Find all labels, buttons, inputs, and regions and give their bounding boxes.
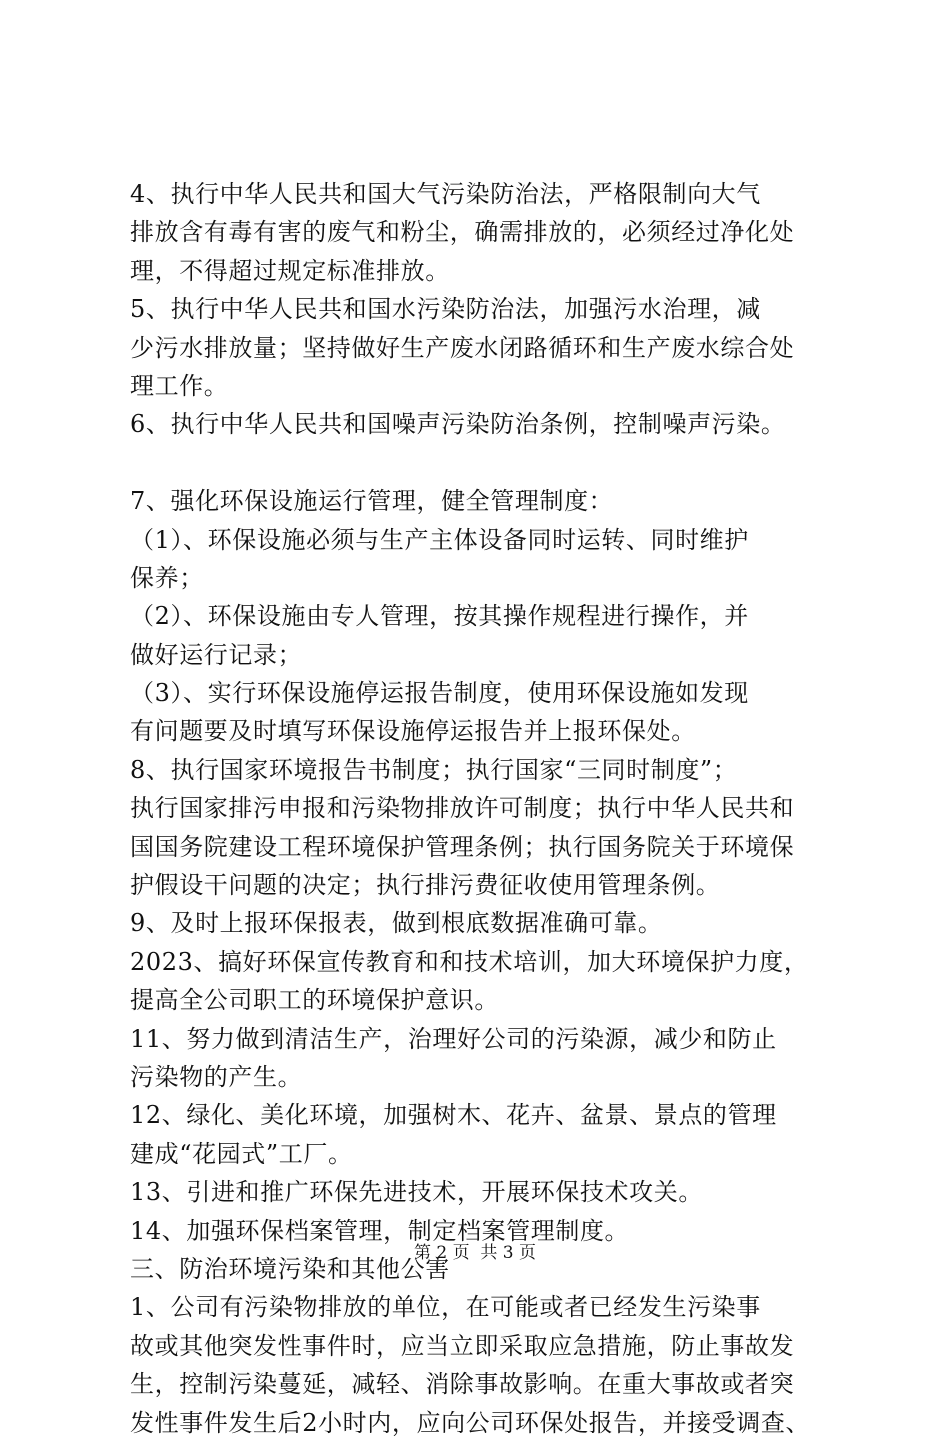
text-line: 8、执行国家环境报告书制度；执行国家“三同时制度”； — [130, 755, 738, 784]
text-line: 2023、搞好环保宣传教育和和技术培训，加大环境保护力度， — [130, 947, 809, 976]
text-line: 护假设干问题的决定；执行排污费征收使用管理条例。 — [130, 871, 721, 900]
text-line: 理，不得超过规定标准排放。 — [130, 256, 450, 285]
blank-line — [130, 444, 845, 482]
text-line: （1）、环保设施必须与生产主体设备同时运转、同时维护 — [130, 525, 749, 554]
text-line: 发性事件发生后2小时内，应向公司环保处报告，并接受调查、 — [130, 1408, 811, 1437]
text-line: 做好运行记录； — [130, 640, 303, 669]
section-heading: 三、防治环境污染和其他公害 — [130, 1254, 450, 1283]
text-line: 国国务院建设工程环境保护管理条例；执行国务院关于环境保 — [130, 832, 795, 861]
text-line: 13、引进和推广环保先进技术，开展环保技术攻关。 — [130, 1178, 703, 1207]
text-line: 1、公司有污染物排放的单位，在可能或者已经发生污染事 — [130, 1293, 761, 1322]
text-line: 9、及时上报环保报表，做到根底数据准确可靠。 — [130, 909, 663, 938]
text-line: 提高全公司职工的环境保护意识。 — [130, 986, 499, 1015]
page-number-footer: 第 2 页 共 3 页 — [413, 1243, 537, 1263]
text-line: 建成“花园式”工厂。 — [130, 1139, 353, 1168]
text-line: 11、努力做到清洁生产，治理好公司的污染源，减少和防止 — [130, 1024, 777, 1053]
text-line: 保养； — [130, 563, 204, 592]
text-line: 有问题要及时填写环保设施停运报告并上报环保处。 — [130, 717, 696, 746]
text-line: 生，控制污染蔓延，减轻、消除事故影响。在重大事故或者突 — [130, 1370, 795, 1399]
text-line: 5、执行中华人民共和国水污染防治法，加强污水治理，减 — [130, 295, 761, 324]
text-line: 故或其他突发性事件时，应当立即采取应急措施，防止事故发 — [130, 1331, 795, 1360]
text-line: 4、执行中华人民共和国大气污染防治法，严格限制向大气 — [130, 180, 761, 208]
text-line: 执行国家排污申报和污染物排放许可制度；执行中华人民共和 — [130, 794, 795, 823]
text-line: 排放含有毒有害的废气和粉尘，确需排放的，必须经过净化处 — [130, 218, 795, 247]
text-line: （3）、实行环保设施停运报告制度，使用环保设施如发现 — [130, 679, 749, 708]
text-line: 14、加强环保档案管理，制定档案管理制度。 — [130, 1216, 630, 1245]
text-line: 理工作。 — [130, 371, 229, 400]
text-line: 6、执行中华人民共和国噪声污染防治条例，控制噪声污染。 — [130, 410, 786, 439]
text-line: 少污水排放量；坚持做好生产废水闭路循环和生产废水综合处 — [130, 333, 795, 362]
text-line: 污染物的产生。 — [130, 1062, 303, 1091]
text-line: 12、绿化、美化环境，加强树木、花卉、盆景、景点的管理 — [130, 1101, 777, 1130]
text-line: （2）、环保设施由专人管理，按其操作规程进行操作，并 — [130, 602, 749, 631]
text-line: 7、强化环保设施运行管理，健全管理制度： — [130, 487, 614, 516]
